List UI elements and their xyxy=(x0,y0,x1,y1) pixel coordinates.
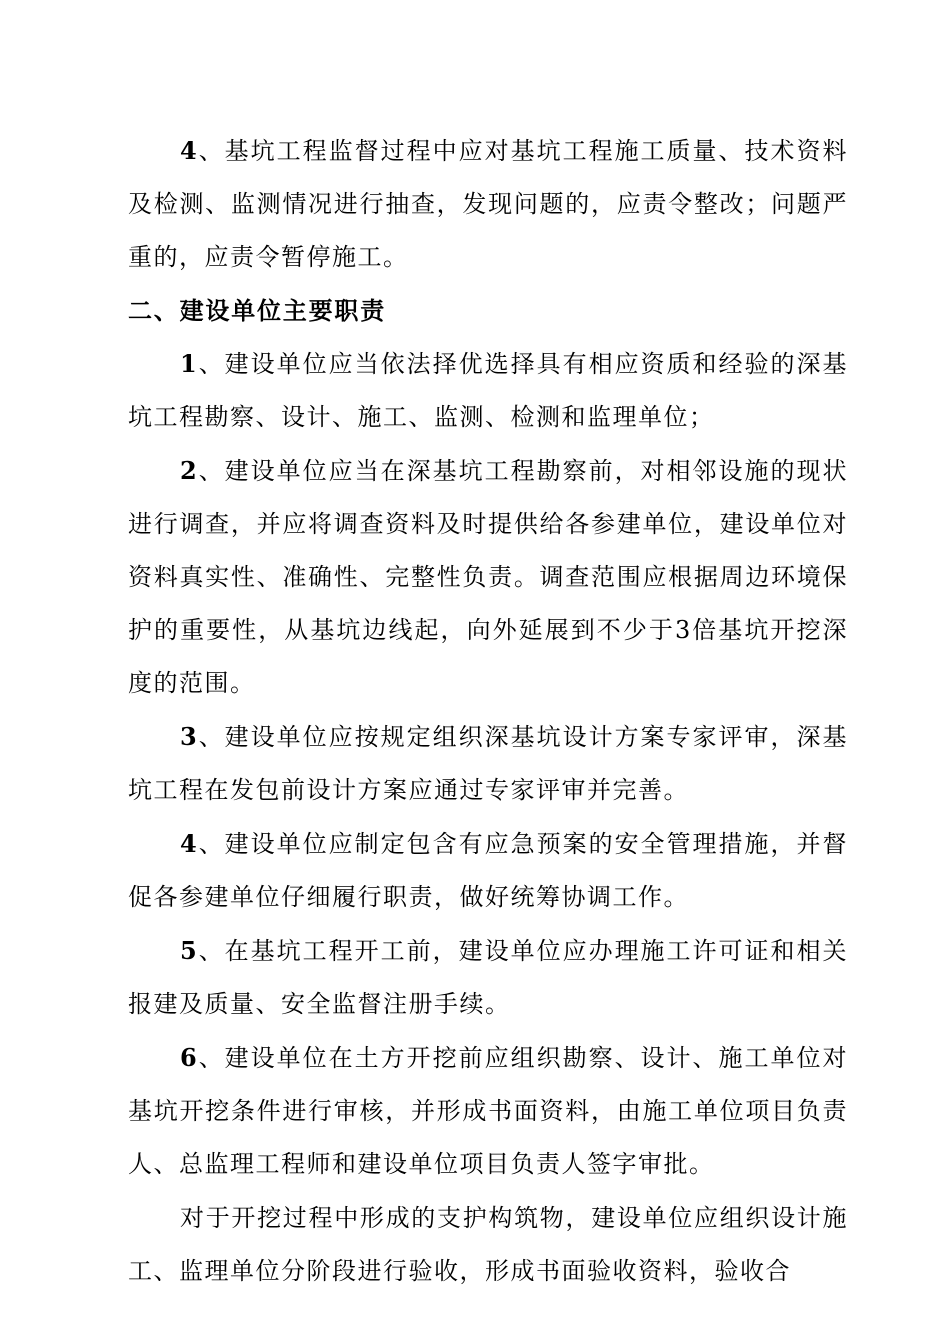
paragraph-text: 、建设单位应制定包含有应急预案的安全管理措施，并督促各参建单位仔细履行职责，做好统筹协调工作。 xyxy=(128,830,848,911)
item-number: 4 xyxy=(180,829,199,858)
paragraph-text: 、基坑工程监督过程中应对基坑工程施工质量、技术资料及检测、监测情况进行抽查，发现问题的，应责令整改；问题严重的，应责令暂停施工。 xyxy=(128,137,848,271)
item-number: 6 xyxy=(180,1043,199,1072)
paragraph-text: 、建设单位应当在深基坑工程勘察前，对相邻设施的现状进行调查，并应将调查资料及时提供给各参建单位，建设单位对资料真实性、准确性、完整性负责。调查范围应根据周边环境保护的重要性，从基坑边线起，向外延展到不少于3倍基坑开挖深度的范围。 xyxy=(128,457,848,697)
paragraph-text: 、建设单位在土方开挖前应组织勘察、设计、施工单位对基坑开挖条件进行审核，并形成书面资料，由施工单位项目负责人、总监理工程师和建设单位项目负责人签字审批。 xyxy=(128,1044,848,1178)
item-number: 4 xyxy=(180,136,199,165)
item-number: 2 xyxy=(180,456,199,485)
document-body xyxy=(128,124,848,1298)
paragraph-item xyxy=(128,444,848,710)
item-number: 1 xyxy=(180,349,199,378)
paragraph-item xyxy=(128,924,848,1031)
paragraph-item xyxy=(128,1191,848,1298)
section-heading: 二、建设单位主要职责 xyxy=(128,296,386,325)
paragraph-text: 对于开挖过程中形成的支护构筑物，建设单位应组织设计施工、监理单位分阶段进行验收，形成书面验收资料，验收合 xyxy=(128,1204,848,1285)
item-number: 3 xyxy=(180,722,199,751)
paragraph-text: 、建设单位应按规定组织深基坑设计方案专家评审，深基坑工程在发包前设计方案应通过专家评审并完善。 xyxy=(128,723,848,804)
paragraph-text: 、建设单位应当依法择优选择具有相应资质和经验的深基坑工程勘察、设计、施工、监测、检测和监理单位； xyxy=(128,350,848,431)
paragraph-text: 、在基坑工程开工前，建设单位应办理施工许可证和相关报建及质量、安全监督注册手续。 xyxy=(128,937,848,1018)
paragraph-item xyxy=(128,1031,848,1191)
paragraph-item xyxy=(128,337,848,444)
paragraph-item xyxy=(128,124,848,284)
paragraph-item xyxy=(128,817,848,924)
paragraph-item xyxy=(128,710,848,817)
item-number: 5 xyxy=(180,936,199,965)
